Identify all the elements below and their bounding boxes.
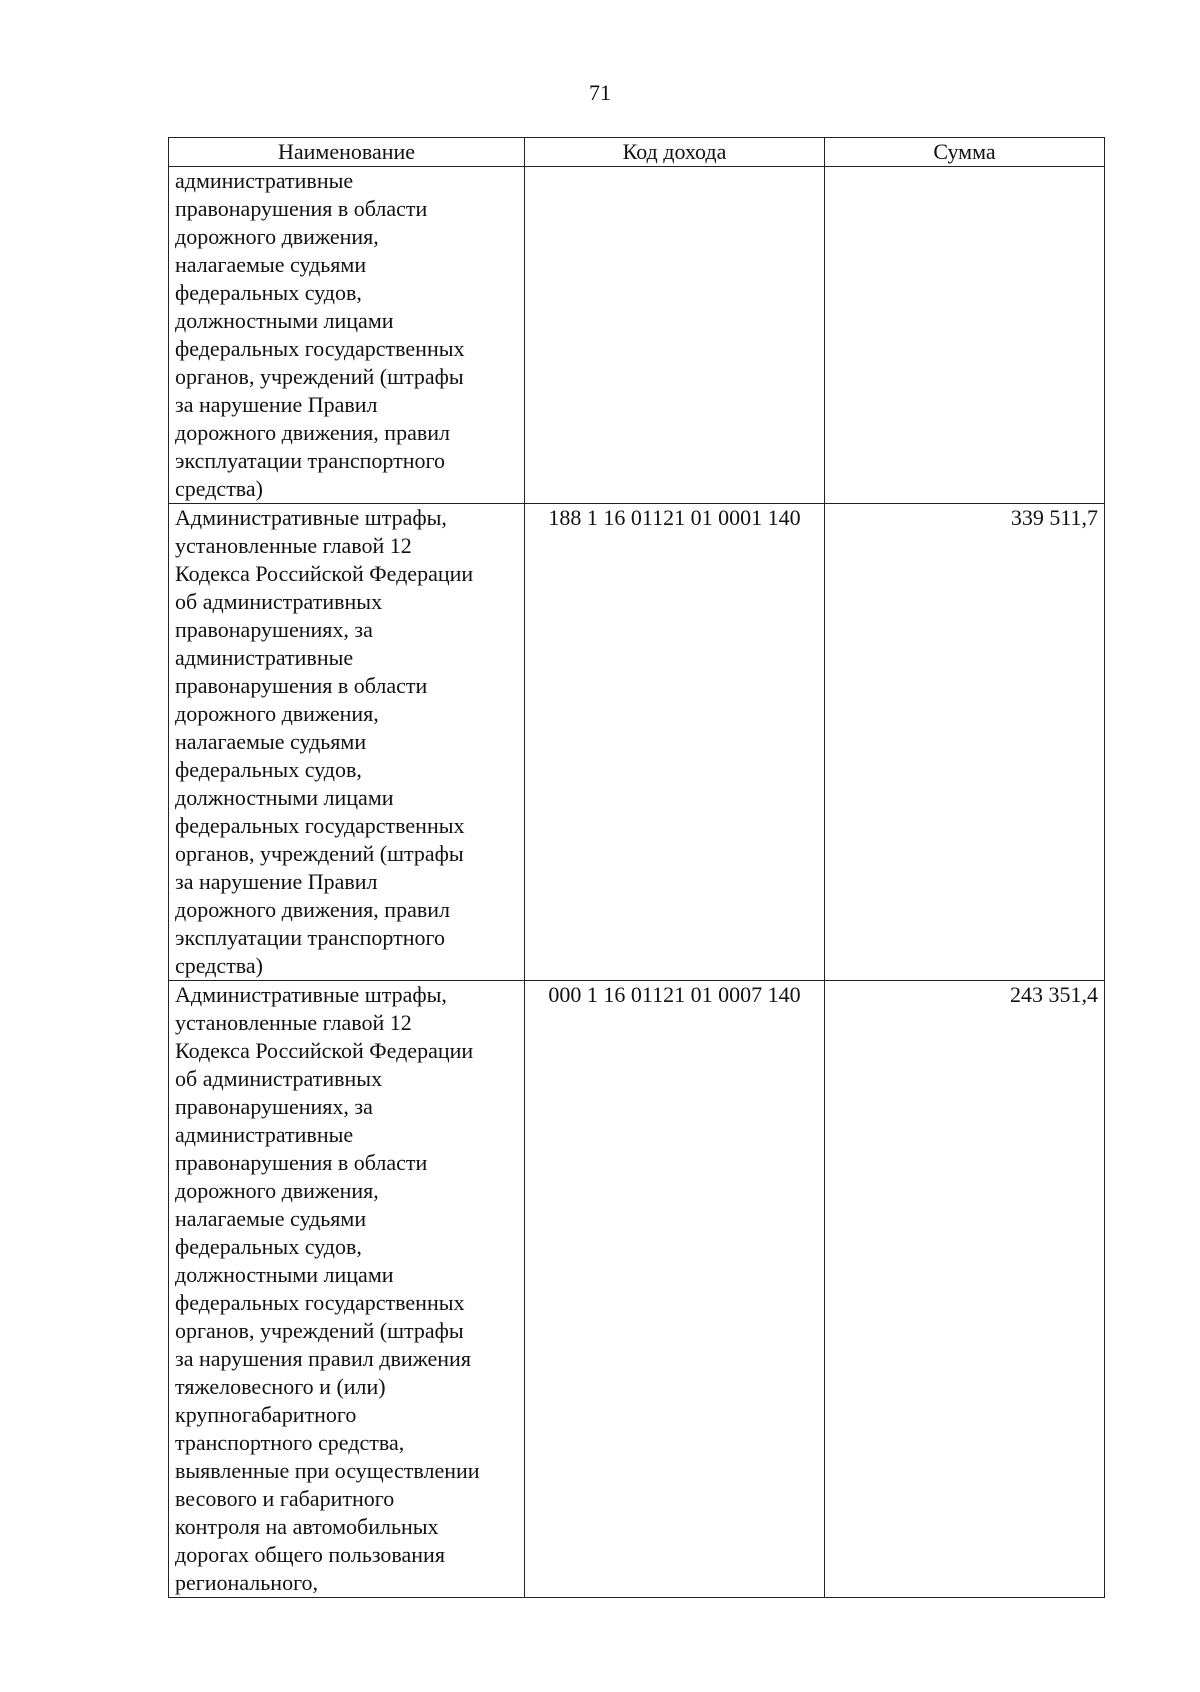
revenue-table (168, 137, 1105, 1598)
table-row (169, 167, 1105, 504)
table-row (169, 981, 1105, 1598)
header-code: Код дохода (525, 138, 825, 167)
row-code: 188 1 16 01121 01 0001 140 (525, 504, 825, 981)
page-number: 71 (589, 80, 611, 105)
row-name: Административные штрафы, установленные главой 12 Кодекса Российской Федерации об административных правонарушениях, за административные правонарушения в области дорожного движения, налагаемые судьями федеральных судов, должностными лицами федеральных государственных органов, учреждений (штрафы за нарушение Правил дорожного движения, правил эксплуатации транспортного средства) (169, 504, 525, 981)
row-code (525, 167, 825, 504)
table-header-row (169, 138, 1105, 167)
row-name: Административные штрафы, установленные главой 12 Кодекса Российской Федерации об административных правонарушениях, за административные правонарушения в области дорожного движения, налагаемые судьями федеральных судов, должностными лицами федеральных государственных органов, учреждений (штрафы за нарушения правил движения тяжеловесного и (или) крупногабаритного транспортного средства, выявленные при осуществлении весового и габаритного контроля на автомобильных дорогах общего пользования регионального, (169, 981, 525, 1598)
table-row (169, 504, 1105, 981)
row-sum: 243 351,4 (825, 981, 1105, 1598)
row-name: административные правонарушения в области дорожного движения, налагаемые судьями федеральных судов, должностными лицами федеральных государственных органов, учреждений (штрафы за нарушение Правил дорожного движения, правил эксплуатации транспортного средства) (169, 167, 525, 504)
header-name: Наименование (169, 138, 525, 167)
row-sum: 339 511,7 (825, 504, 1105, 981)
header-sum: Сумма (825, 138, 1105, 167)
row-code: 000 1 16 01121 01 0007 140 (525, 981, 825, 1598)
row-sum (825, 167, 1105, 504)
